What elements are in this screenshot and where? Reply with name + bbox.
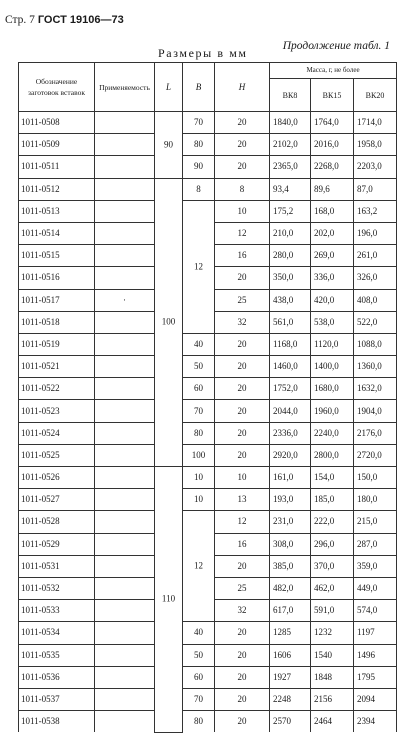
cell-H: 16 <box>215 533 270 555</box>
cell-vk8: 1606 <box>270 644 311 666</box>
table-row <box>19 644 397 666</box>
cell-vk15: 154,0 <box>311 467 354 489</box>
dimensions-table <box>18 62 397 733</box>
cell-L <box>155 112 183 179</box>
table-row <box>19 711 397 733</box>
cell-B: 80 <box>183 711 215 733</box>
cell-application <box>95 555 155 577</box>
cell-designation: 1011-0534 <box>19 622 95 644</box>
cell-B-value: 12 <box>194 560 203 571</box>
table-row <box>19 134 397 156</box>
cell-vk20: 2720,0 <box>354 444 397 466</box>
cell-vk20: 2394 <box>354 711 397 733</box>
cell-L <box>155 467 183 733</box>
cell-application <box>95 577 155 599</box>
cell-vk15: 269,0 <box>311 245 354 267</box>
standard-code: ГОСТ 19106—73 <box>37 14 124 26</box>
table-row <box>19 622 397 644</box>
cell-application <box>95 467 155 489</box>
cell-L-value: 90 <box>164 139 173 150</box>
cell-application: · <box>95 289 155 311</box>
cell-designation: 1011-0518 <box>19 311 95 333</box>
cell-designation: 1011-0527 <box>19 489 95 511</box>
table-row <box>19 333 397 355</box>
cell-H: 20 <box>215 555 270 577</box>
cell-vk15: 1848 <box>311 666 354 688</box>
cell-vk8: 2336,0 <box>270 422 311 444</box>
cell-application <box>95 267 155 289</box>
cell-vk8: 2248 <box>270 688 311 710</box>
cell-B: 40 <box>183 333 215 355</box>
cell-H: 20 <box>215 333 270 355</box>
cell-vk20: 287,0 <box>354 533 397 555</box>
cell-vk15: 1120,0 <box>311 333 354 355</box>
cell-designation: 1011-0535 <box>19 644 95 666</box>
table-row <box>19 688 397 710</box>
cell-B: 60 <box>183 378 215 400</box>
units-caption: Размеры в мм <box>158 46 248 60</box>
cell-vk8: 175,2 <box>270 200 311 222</box>
cell-application <box>95 489 155 511</box>
cell-designation: 1011-0508 <box>19 112 95 134</box>
cell-H: 20 <box>215 400 270 422</box>
cell-H: 20 <box>215 156 270 178</box>
cell-application <box>95 711 155 733</box>
cell-designation: 1011-0519 <box>19 333 95 355</box>
cell-vk20: 1904,0 <box>354 400 397 422</box>
cell-H: 20 <box>215 267 270 289</box>
cell-vk8: 308,0 <box>270 533 311 555</box>
cell-H: 20 <box>215 622 270 644</box>
cell-designation: 1011-0513 <box>19 200 95 222</box>
cell-designation: 1011-0529 <box>19 533 95 555</box>
cell-vk15: 2268,0 <box>311 156 354 178</box>
cell-vk8: 561,0 <box>270 311 311 333</box>
cell-vk15: 2016,0 <box>311 134 354 156</box>
cell-vk8: 617,0 <box>270 600 311 622</box>
cell-vk15: 370,0 <box>311 555 354 577</box>
cell-application <box>95 112 155 134</box>
cell-application <box>95 156 155 178</box>
cell-B: 10 <box>183 489 215 511</box>
cell-vk20: 215,0 <box>354 511 397 533</box>
table-row <box>19 112 397 134</box>
cell-designation: 1011-0528 <box>19 511 95 533</box>
cell-designation: 1011-0516 <box>19 267 95 289</box>
col-H: H <box>215 63 270 112</box>
cell-L-value: 100 <box>161 316 176 327</box>
cell-vk15: 202,0 <box>311 222 354 244</box>
cell-application <box>95 178 155 200</box>
cell-vk20: 1197 <box>354 622 397 644</box>
cell-vk20: 1360,0 <box>354 356 397 378</box>
cell-vk8: 2570 <box>270 711 311 733</box>
cell-application <box>95 511 155 533</box>
table-row <box>19 444 397 466</box>
cell-vk15: 2464 <box>311 711 354 733</box>
cell-B: 90 <box>183 156 215 178</box>
cell-vk20: 87,0 <box>354 178 397 200</box>
cell-vk20: 1632,0 <box>354 378 397 400</box>
cell-vk8: 1752,0 <box>270 378 311 400</box>
table-row <box>19 356 397 378</box>
cell-designation: 1011-0523 <box>19 400 95 422</box>
cell-vk8: 1168,0 <box>270 333 311 355</box>
cell-application <box>95 222 155 244</box>
cell-application <box>95 444 155 466</box>
cell-vk15: 336,0 <box>311 267 354 289</box>
cell-application <box>95 333 155 355</box>
table-body <box>19 112 397 733</box>
cell-vk15: 1540 <box>311 644 354 666</box>
table-row <box>19 400 397 422</box>
cell-application <box>95 666 155 688</box>
cell-H: 20 <box>215 422 270 444</box>
cell-H: 8 <box>215 178 270 200</box>
cell-designation: 1011-0532 <box>19 577 95 599</box>
cell-H: 20 <box>215 711 270 733</box>
cell-vk15: 420,0 <box>311 289 354 311</box>
cell-vk15: 462,0 <box>311 577 354 599</box>
cell-B: 50 <box>183 356 215 378</box>
cell-vk20: 163,2 <box>354 200 397 222</box>
cell-B <box>183 200 215 333</box>
cell-application <box>95 245 155 267</box>
cell-vk20: 1496 <box>354 644 397 666</box>
cell-application <box>95 422 155 444</box>
cell-B: 40 <box>183 622 215 644</box>
cell-H: 20 <box>215 378 270 400</box>
table-row <box>19 178 397 200</box>
cell-application <box>95 356 155 378</box>
table-row <box>19 467 397 489</box>
table-row <box>19 422 397 444</box>
cell-H: 25 <box>215 289 270 311</box>
cell-H: 20 <box>215 444 270 466</box>
cell-vk8: 2044,0 <box>270 400 311 422</box>
cell-vk20: 261,0 <box>354 245 397 267</box>
cell-vk15: 2156 <box>311 688 354 710</box>
cell-designation: 1011-0514 <box>19 222 95 244</box>
cell-B: 70 <box>183 400 215 422</box>
cell-vk8: 93,4 <box>270 178 311 200</box>
table-row <box>19 511 397 533</box>
cell-vk20: 2203,0 <box>354 156 397 178</box>
cell-vk8: 2920,0 <box>270 444 311 466</box>
cell-vk8: 1285 <box>270 622 311 644</box>
cell-vk8: 2365,0 <box>270 156 311 178</box>
cell-designation: 1011-0509 <box>19 134 95 156</box>
cell-vk15: 1232 <box>311 622 354 644</box>
cell-vk20: 180,0 <box>354 489 397 511</box>
table-row <box>19 156 397 178</box>
col-B: B <box>183 63 215 112</box>
cell-application <box>95 378 155 400</box>
cell-vk15: 1960,0 <box>311 400 354 422</box>
cell-vk15: 2800,0 <box>311 444 354 466</box>
cell-B: 70 <box>183 688 215 710</box>
cell-vk20: 2176,0 <box>354 422 397 444</box>
cell-vk15: 296,0 <box>311 533 354 555</box>
cell-H: 20 <box>215 644 270 666</box>
col-vk20: ВК20 <box>354 79 397 112</box>
cell-vk20: 1958,0 <box>354 134 397 156</box>
table-row <box>19 489 397 511</box>
table-header <box>19 63 397 112</box>
cell-vk20: 449,0 <box>354 577 397 599</box>
cell-vk20: 196,0 <box>354 222 397 244</box>
cell-B-value: 12 <box>194 261 203 272</box>
page-number: Стр. 7 <box>5 14 35 26</box>
cell-application <box>95 134 155 156</box>
cell-H: 12 <box>215 222 270 244</box>
cell-vk15: 538,0 <box>311 311 354 333</box>
cell-H: 16 <box>215 245 270 267</box>
table-row <box>19 200 397 222</box>
cell-vk8: 438,0 <box>270 289 311 311</box>
cell-designation: 1011-0533 <box>19 600 95 622</box>
cell-application <box>95 311 155 333</box>
cell-vk15: 1400,0 <box>311 356 354 378</box>
cell-vk15: 89,6 <box>311 178 354 200</box>
cell-vk8: 482,0 <box>270 577 311 599</box>
cell-designation: 1011-0536 <box>19 666 95 688</box>
cell-H: 10 <box>215 200 270 222</box>
table-continuation-label: Продолжение табл. 1 <box>282 40 390 52</box>
cell-designation: 1011-0522 <box>19 378 95 400</box>
table-row <box>19 666 397 688</box>
cell-vk8: 280,0 <box>270 245 311 267</box>
cell-vk20: 1795 <box>354 666 397 688</box>
cell-H: 20 <box>215 688 270 710</box>
col-vk15: ВК15 <box>311 79 354 112</box>
cell-vk15: 1680,0 <box>311 378 354 400</box>
cell-B: 70 <box>183 112 215 134</box>
cell-vk8: 385,0 <box>270 555 311 577</box>
cell-vk8: 231,0 <box>270 511 311 533</box>
cell-designation: 1011-0526 <box>19 467 95 489</box>
cell-application <box>95 644 155 666</box>
cell-vk20: 522,0 <box>354 311 397 333</box>
cell-vk20: 2094 <box>354 688 397 710</box>
cell-designation: 1011-0515 <box>19 245 95 267</box>
cell-designation: 1011-0511 <box>19 156 95 178</box>
cell-vk20: 408,0 <box>354 289 397 311</box>
cell-designation: 1011-0521 <box>19 356 95 378</box>
cell-vk20: 1714,0 <box>354 112 397 134</box>
cell-B: 60 <box>183 666 215 688</box>
cell-vk20: 574,0 <box>354 600 397 622</box>
cell-H: 10 <box>215 467 270 489</box>
cell-vk15: 2240,0 <box>311 422 354 444</box>
page-header <box>5 14 124 26</box>
cell-B <box>183 511 215 622</box>
cell-application <box>95 533 155 555</box>
cell-H: 13 <box>215 489 270 511</box>
cell-L <box>155 178 183 466</box>
cell-B: 50 <box>183 644 215 666</box>
cell-designation: 1011-0531 <box>19 555 95 577</box>
cell-vk15: 1764,0 <box>311 112 354 134</box>
cell-H: 25 <box>215 577 270 599</box>
cell-vk8: 193,0 <box>270 489 311 511</box>
cell-application <box>95 200 155 222</box>
cell-H: 20 <box>215 112 270 134</box>
cell-H: 20 <box>215 666 270 688</box>
cell-vk15: 185,0 <box>311 489 354 511</box>
cell-B: 80 <box>183 134 215 156</box>
cell-designation: 1011-0512 <box>19 178 95 200</box>
table-row <box>19 378 397 400</box>
col-vk8: ВК8 <box>270 79 311 112</box>
cell-vk20: 150,0 <box>354 467 397 489</box>
cell-vk15: 222,0 <box>311 511 354 533</box>
cell-H: 20 <box>215 356 270 378</box>
cell-designation: 1011-0524 <box>19 422 95 444</box>
cell-designation: 1011-0537 <box>19 688 95 710</box>
cell-application <box>95 688 155 710</box>
cell-B: 10 <box>183 467 215 489</box>
cell-vk8: 161,0 <box>270 467 311 489</box>
cell-B: 80 <box>183 422 215 444</box>
cell-H: 32 <box>215 311 270 333</box>
cell-vk8: 1840,0 <box>270 112 311 134</box>
cell-vk15: 168,0 <box>311 200 354 222</box>
cell-vk8: 1927 <box>270 666 311 688</box>
cell-designation: 1011-0517 <box>19 289 95 311</box>
cell-H: 20 <box>215 134 270 156</box>
cell-vk20: 1088,0 <box>354 333 397 355</box>
cell-L-value: 110 <box>161 593 176 604</box>
cell-designation: 1011-0525 <box>19 444 95 466</box>
cell-vk8: 210,0 <box>270 222 311 244</box>
col-mass-group: Масса, г, не более <box>270 63 397 79</box>
col-designation: Обозначение заготовок вставок <box>19 63 95 112</box>
cell-designation: 1011-0538 <box>19 711 95 733</box>
cell-application <box>95 400 155 422</box>
col-application: Применяемость <box>95 63 155 112</box>
cell-B: 8 <box>183 178 215 200</box>
cell-H: 12 <box>215 511 270 533</box>
cell-vk15: 591,0 <box>311 600 354 622</box>
cell-H: 32 <box>215 600 270 622</box>
cell-vk8: 1460,0 <box>270 356 311 378</box>
col-L: L <box>155 63 183 112</box>
cell-vk8: 2102,0 <box>270 134 311 156</box>
cell-application <box>95 622 155 644</box>
cell-B: 100 <box>183 444 215 466</box>
cell-vk20: 359,0 <box>354 555 397 577</box>
cell-vk20: 326,0 <box>354 267 397 289</box>
cell-vk8: 350,0 <box>270 267 311 289</box>
